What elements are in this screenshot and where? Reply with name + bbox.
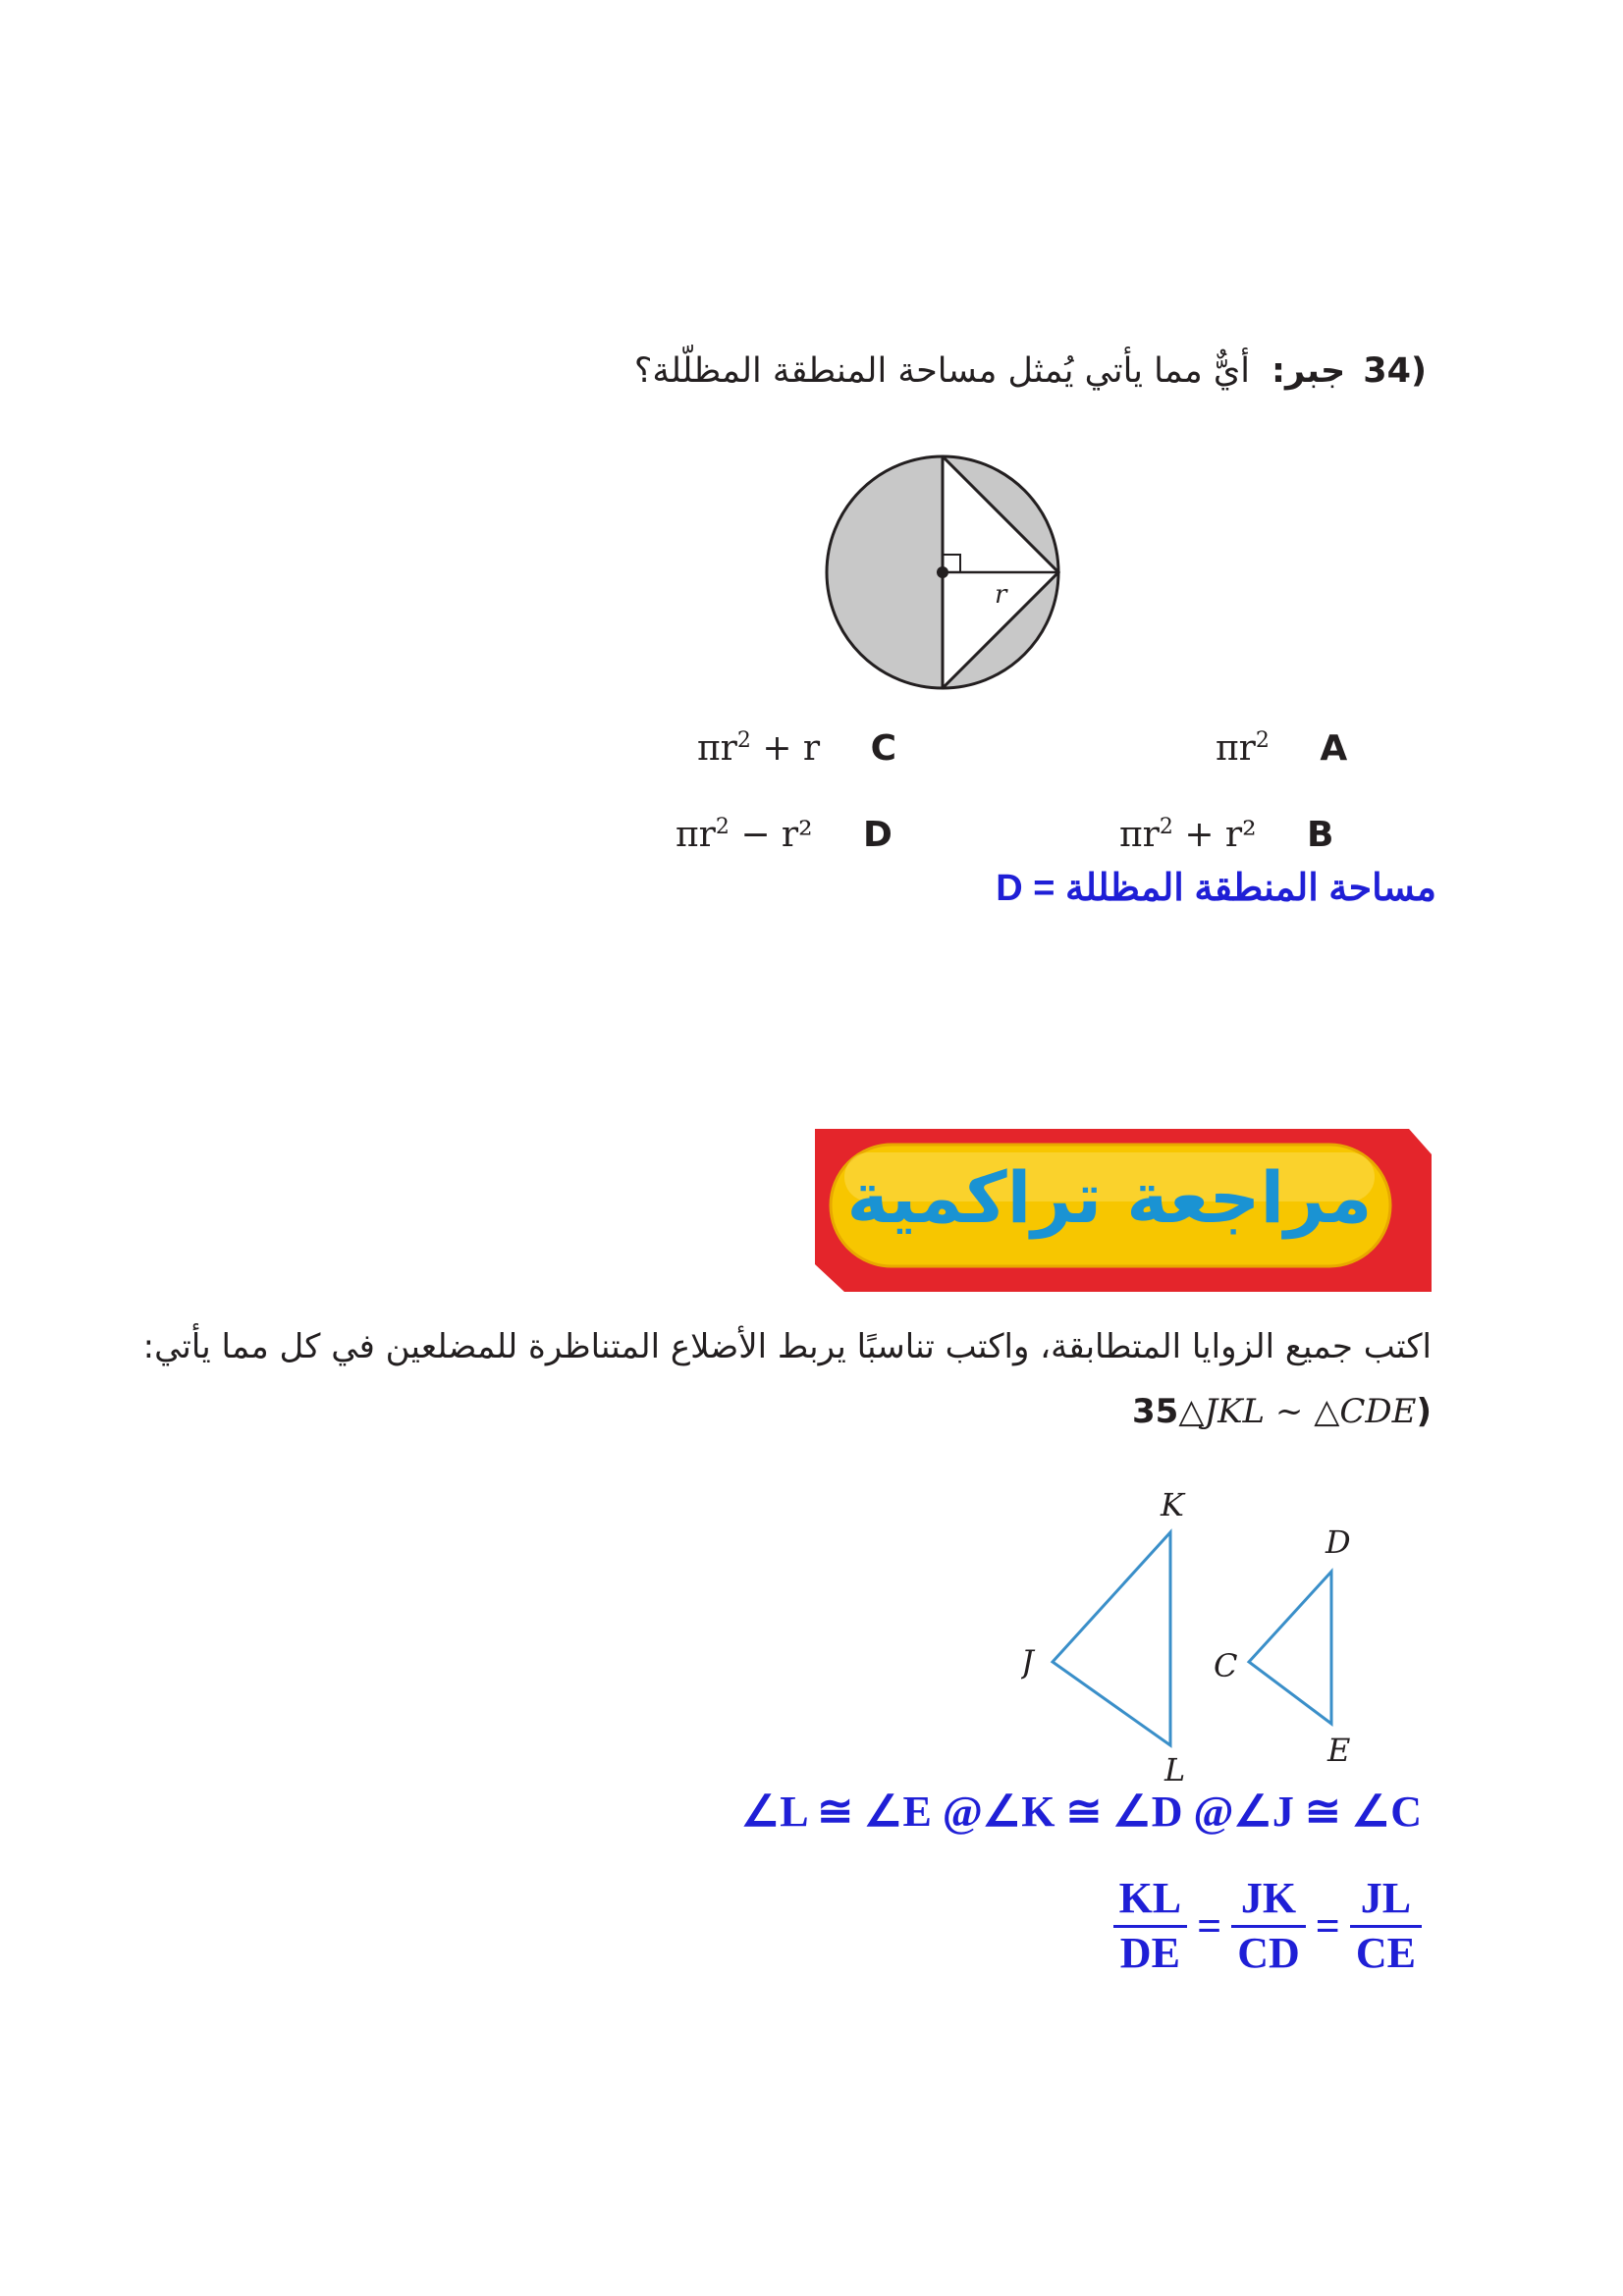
question-number: (34 [1363,351,1427,391]
vertex-label-d: D [1325,1523,1351,1561]
vertex-label-e: E [1327,1732,1351,1769]
option-d: $\pi r^2 - r^2$ D [676,815,893,855]
radius-label: r [995,580,1007,610]
vertex-label-k: K [1161,1486,1184,1523]
triangles-figure [1021,1480,1424,1785]
banner-title: مراجعة تراكمية [846,1156,1373,1239]
triangle-jkl [1053,1532,1170,1745]
review-instruction: اكتب جميع الزوايا المتطابقة، واكتب تناسبًا يربط الأضلاع المتناظرة للمضلعين في كل مما يأتي: [142,1327,1432,1366]
vertex-label-l: L [1164,1751,1186,1785]
question-35 [1118,1392,1432,1431]
triangle-cde [1249,1572,1331,1724]
option-a: $\pi r^2$ A [1216,728,1348,769]
option-b: $\pi r^2 + r^2$ B [1119,815,1334,855]
ratios-answer: $\frac{KL}{DE}$ = $\frac{JK}{CD}$ = $\frac{JL}{CE}$ [1113,1873,1422,1980]
ratio-jl-ce: $\frac{JL}{CE}$ [1350,1873,1422,1980]
question-number: (35 [1132,1392,1432,1431]
option-c: $\pi r^2 + r$ C [697,728,897,769]
similarity-statement: △JKL ~ △CDE [1178,1392,1417,1431]
vertex-label-c: C [1214,1647,1238,1684]
center-point [937,566,948,578]
circle-figure [820,450,1065,695]
question-34 [248,351,1427,391]
ratio-jk-cd: $\frac{JK}{CD}$ [1231,1873,1306,1980]
question-text: أيٌّ مما يأتي يُمثل مساحة المنطقة المظلّلة؟ [633,351,1250,391]
ratio-kl-de: $\frac{KL}{DE}$ [1113,1873,1188,1980]
answer-34: مساحة المنطقة المظللة = D [996,868,1436,909]
vertex-label-j: J [1021,1643,1034,1681]
question-keyword: جبر: [1271,351,1346,391]
angles-answer: ∠L ≅ ∠E @∠K ≅ ∠D @∠J ≅ ∠C [740,1788,1422,1836]
